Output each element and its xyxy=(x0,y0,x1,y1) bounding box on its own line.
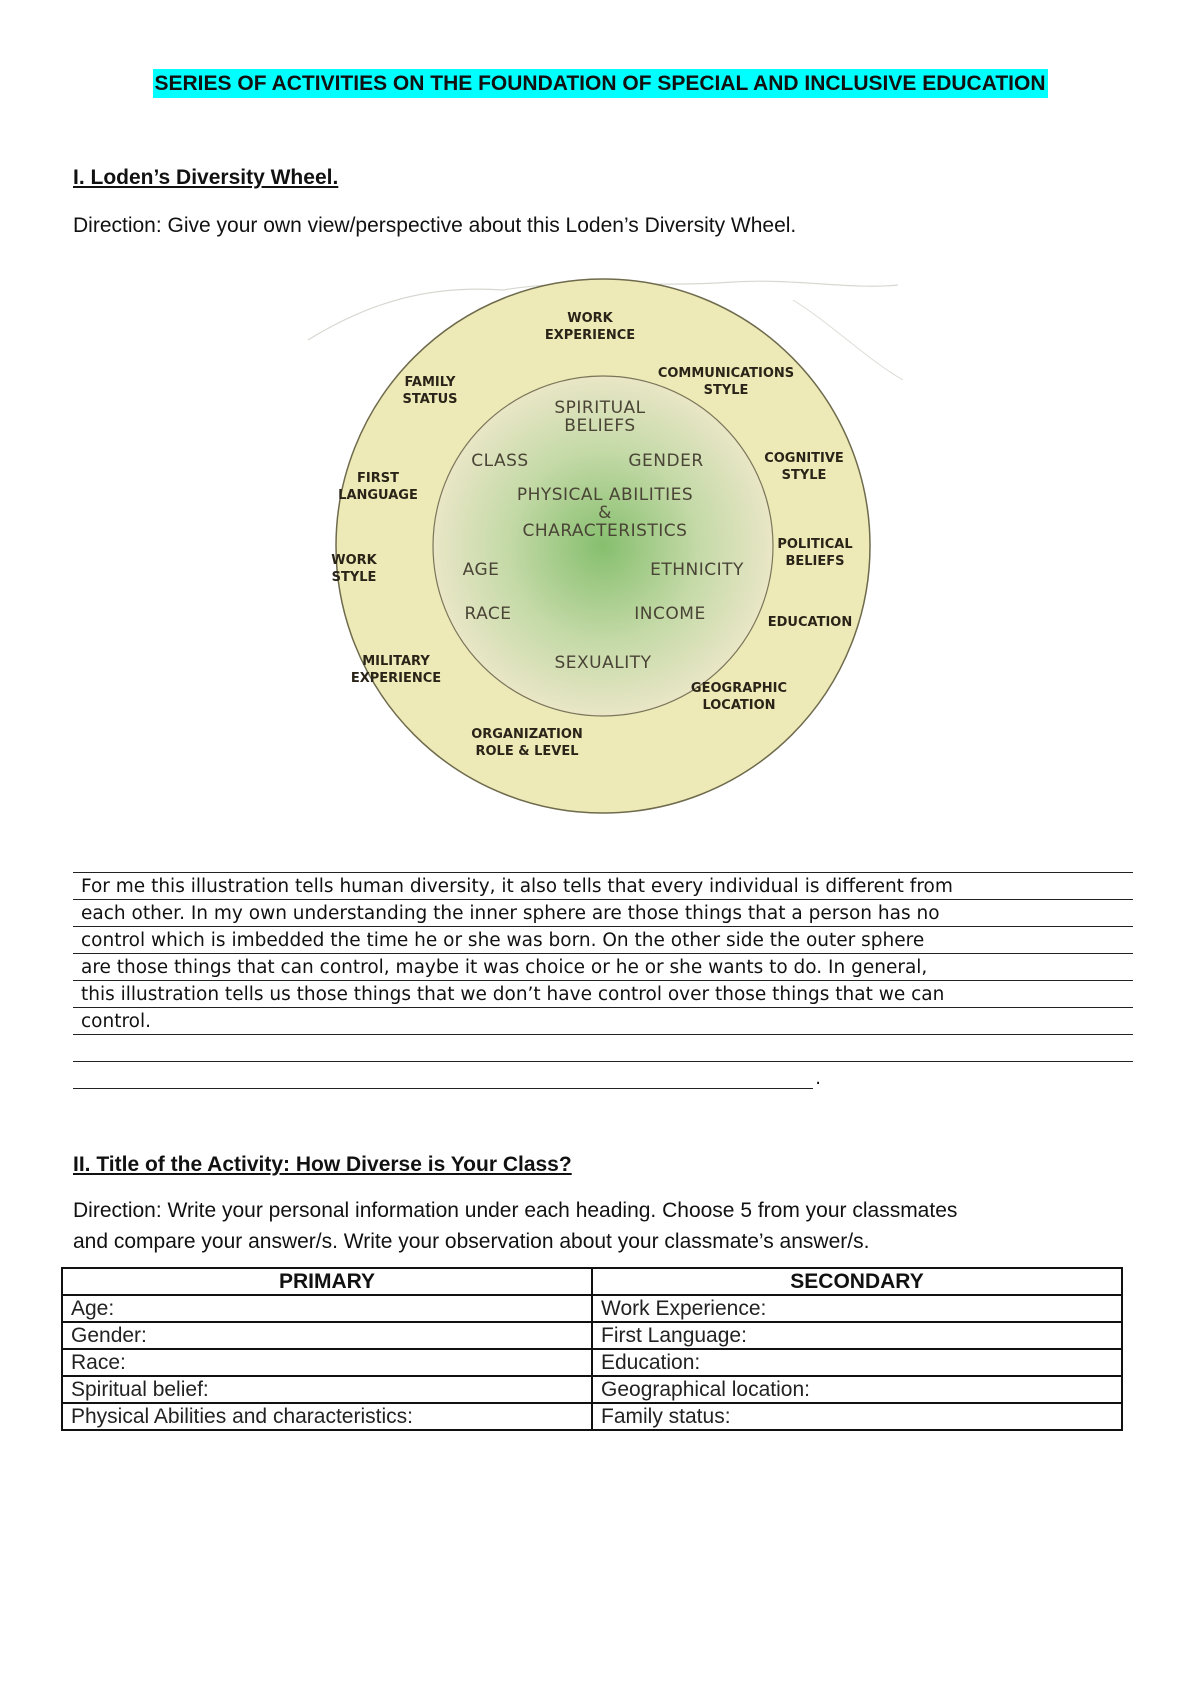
answer-blank-line xyxy=(73,1035,1133,1062)
diversity-table xyxy=(61,1267,1123,1431)
diversity-wheel xyxy=(313,270,893,825)
table-row xyxy=(62,1349,1122,1376)
document-title-wrap xyxy=(0,72,1200,96)
primary-cell: Race: xyxy=(62,1349,592,1376)
answer-area xyxy=(73,859,1133,1089)
inner-label-income: INCOME xyxy=(634,604,706,624)
outer-label-geographic-location: GEOGRAPHIC LOCATION xyxy=(690,681,788,713)
secondary-cell: Education: xyxy=(592,1349,1122,1376)
outer-label-cognitive-style: COGNITIVE STYLE xyxy=(764,451,844,483)
answer-blank-line-end xyxy=(73,1062,821,1089)
inner-label-age: AGE xyxy=(462,560,500,580)
inner-label-race: RACE xyxy=(464,604,512,624)
secondary-cell: First Language: xyxy=(592,1322,1122,1349)
secondary-cell: Family status: xyxy=(592,1403,1122,1430)
outer-label-organization-role-level: ORGANIZATION ROLE & LEVEL xyxy=(471,727,583,759)
diversity-wheel-figure xyxy=(313,270,893,825)
answer-end-mark: . xyxy=(815,1068,821,1089)
outer-label-work-style: WORK STYLE xyxy=(331,553,377,585)
outer-label-political-beliefs: POLITICAL BELIEFS xyxy=(777,537,853,569)
outer-label-work-experience: WORK EXPERIENCE xyxy=(544,311,636,343)
table-header-row xyxy=(62,1268,1122,1295)
inner-label-physical-abilities-characteristics: PHYSICAL ABILITIES & CHARACTERISTICS xyxy=(516,485,694,541)
section1-heading: I. Loden’s Diversity Wheel. xyxy=(73,166,339,189)
inner-label-spiritual-beliefs: SPIRITUAL BELIEFS xyxy=(554,398,646,436)
table-row xyxy=(62,1295,1122,1322)
secondary-header: SECONDARY xyxy=(592,1268,1122,1295)
outer-label-communications-style: COMMUNICATIONS STYLE xyxy=(657,366,795,398)
answer-line: control. xyxy=(73,1008,1133,1035)
outer-label-family-status: FAMILY STATUS xyxy=(402,375,458,407)
section2-direction-line: and compare your answer/s. Write your observation about your classmate’s answer/s. xyxy=(73,1230,870,1253)
answer-line: each other. In my own understanding the inner sphere are those things that a person has no xyxy=(73,900,1133,927)
answer-line: For me this illustration tells human diversity, it also tells that every individual is different from xyxy=(73,873,1133,900)
document-title: SERIES OF ACTIVITIES ON THE FOUNDATION OF SPECIAL AND INCLUSIVE EDUCATION xyxy=(153,69,1048,98)
answer-blank-line xyxy=(73,859,1133,873)
section2-direction-line: Direction: Write your personal information under each heading. Choose 5 from your classmates xyxy=(73,1199,958,1222)
table-row xyxy=(62,1322,1122,1349)
table-row xyxy=(62,1403,1122,1430)
inner-label-class: CLASS xyxy=(471,451,529,471)
primary-cell: Physical Abilities and characteristics: xyxy=(62,1403,592,1430)
section1-direction: Direction: Give your own view/perspective about this Loden’s Diversity Wheel. xyxy=(73,214,797,237)
table-row xyxy=(62,1376,1122,1403)
section2-direction xyxy=(73,1195,957,1257)
primary-cell: Gender: xyxy=(62,1322,592,1349)
outer-label-military-experience: MILITARY EXPERIENCE xyxy=(350,654,442,686)
outer-label-first-language: FIRST LANGUAGE xyxy=(338,471,418,503)
answer-line: this illustration tells us those things that we don’t have control over those things that we can xyxy=(73,981,1133,1008)
inner-label-sexuality: SEXUALITY xyxy=(554,653,652,673)
section2-heading: II. Title of the Activity: How Diverse is Your Class? xyxy=(73,1153,572,1176)
primary-cell: Age: xyxy=(62,1295,592,1322)
wheel-background-sketch-2 xyxy=(793,300,903,380)
outer-label-education: EDUCATION xyxy=(767,615,853,630)
secondary-cell: Geographical location: xyxy=(592,1376,1122,1403)
answer-line: control which is imbedded the time he or she was born. On the other side the outer sphere xyxy=(73,927,1133,954)
inner-label-ethnicity: ETHNICITY xyxy=(650,560,744,580)
primary-cell: Spiritual belief: xyxy=(62,1376,592,1403)
secondary-cell: Work Experience: xyxy=(592,1295,1122,1322)
inner-label-gender: GENDER xyxy=(628,451,704,471)
answer-line: are those things that can control, maybe it was choice or he or she wants to do. In general, xyxy=(73,954,1133,981)
primary-header: PRIMARY xyxy=(62,1268,592,1295)
